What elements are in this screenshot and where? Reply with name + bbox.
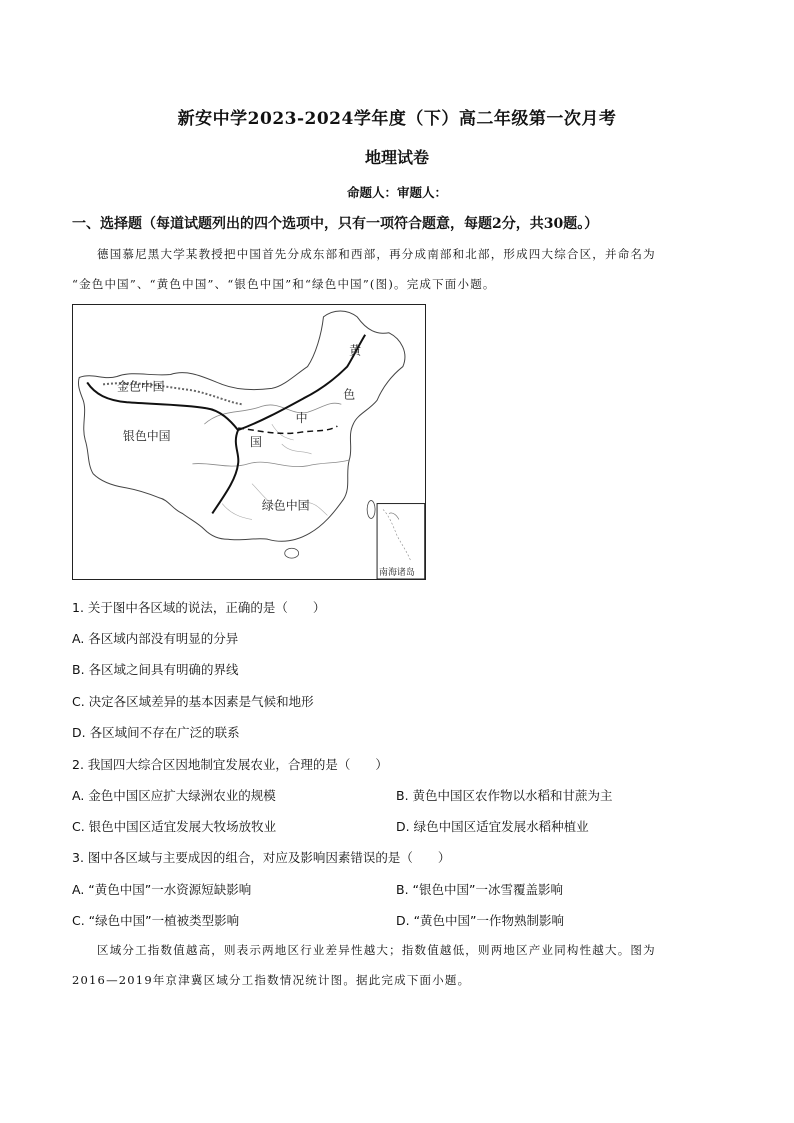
q3-option-a[interactable]: A. “黄色中国”一水资源短缺影响 — [72, 882, 252, 897]
passage2-line2: 2016—2019年京津冀区域分工指数情况统计图。据此完成下面小题。 — [72, 973, 471, 987]
taiwan-island — [367, 501, 375, 519]
hainan-island — [285, 548, 299, 558]
exam-title: 新安中学2023-2024学年度（下）高二年级第一次月考 — [177, 109, 617, 129]
q1-option-b[interactable]: B. 各区域之间具有明确的界线 — [72, 662, 239, 677]
label-gold-china: 金色中国 — [116, 379, 165, 394]
china-map-figure — [72, 304, 426, 580]
q1-stem: 1. 关于图中各区域的说法，正确的是（ ） — [72, 600, 326, 615]
q3-stem: 3. 图中各区域与主要成因的组合，对应及影响因素错误的是（ ） — [72, 850, 451, 865]
q2-option-c[interactable]: C. 银色中国区适宜发展大牧场放牧业 — [72, 819, 277, 834]
label-yellow-char-3: 中 — [295, 411, 308, 426]
q1-option-d[interactable]: D. 各区域间不存在广泛的联系 — [72, 725, 240, 740]
q1-option-c[interactable]: C. 决定各区域差异的基本因素是气候和地形 — [72, 694, 314, 709]
passage2-line1: 区域分工指数值越高，则表示两地区行业差异性越大；指数值越低，则两地区产业同构性越大。图为 — [97, 943, 656, 957]
q2-option-a[interactable]: A. 金色中国区应扩大绿洲农业的规模 — [72, 788, 276, 803]
exam-subtitle: 地理试卷 — [364, 148, 429, 167]
q3-option-c[interactable]: C. “绿色中国”一植被类型影响 — [72, 913, 240, 928]
label-silver-china: 银色中国 — [122, 429, 171, 444]
q2-option-d[interactable]: D. 绿色中国区适宜发展水稻种植业 — [396, 819, 589, 834]
author-line: 命题人：审题人： — [346, 185, 447, 200]
q2-option-b[interactable]: B. 黄色中国区农作物以水稻和甘蔗为主 — [396, 788, 613, 803]
inset-label: 南海诸岛 — [379, 568, 415, 579]
section-heading: 一、选择题（每道试题列出的四个选项中，只有一项符合题意，每题2分，共30题。） — [72, 216, 599, 232]
label-yellow-char-4: 国 — [249, 434, 262, 449]
passage1-line1: 德国慕尼黑大学某教授把中国首先分成东部和西部，再分成南部和北部，形成四大综合区，并命名为 — [97, 247, 656, 261]
label-green-china: 绿色中国 — [261, 498, 310, 513]
passage1-line2: “金色中国”、“黄色中国”、“银色中国”和“绿色中国”(图)。完成下面小题。 — [72, 277, 496, 291]
q1-option-a[interactable]: A. 各区域内部没有明显的分异 — [72, 631, 239, 646]
q2-stem: 2. 我国四大综合区因地制宜发展农业，合理的是（ ） — [72, 757, 388, 772]
label-yellow-char-2: 色 — [343, 387, 356, 402]
q3-option-d[interactable]: D. “黄色中国”一作物熟制影响 — [396, 913, 565, 928]
label-yellow-char-1: 黄 — [349, 343, 362, 358]
q3-option-b[interactable]: B. “银色中国”一冰雪覆盖影响 — [396, 882, 563, 897]
